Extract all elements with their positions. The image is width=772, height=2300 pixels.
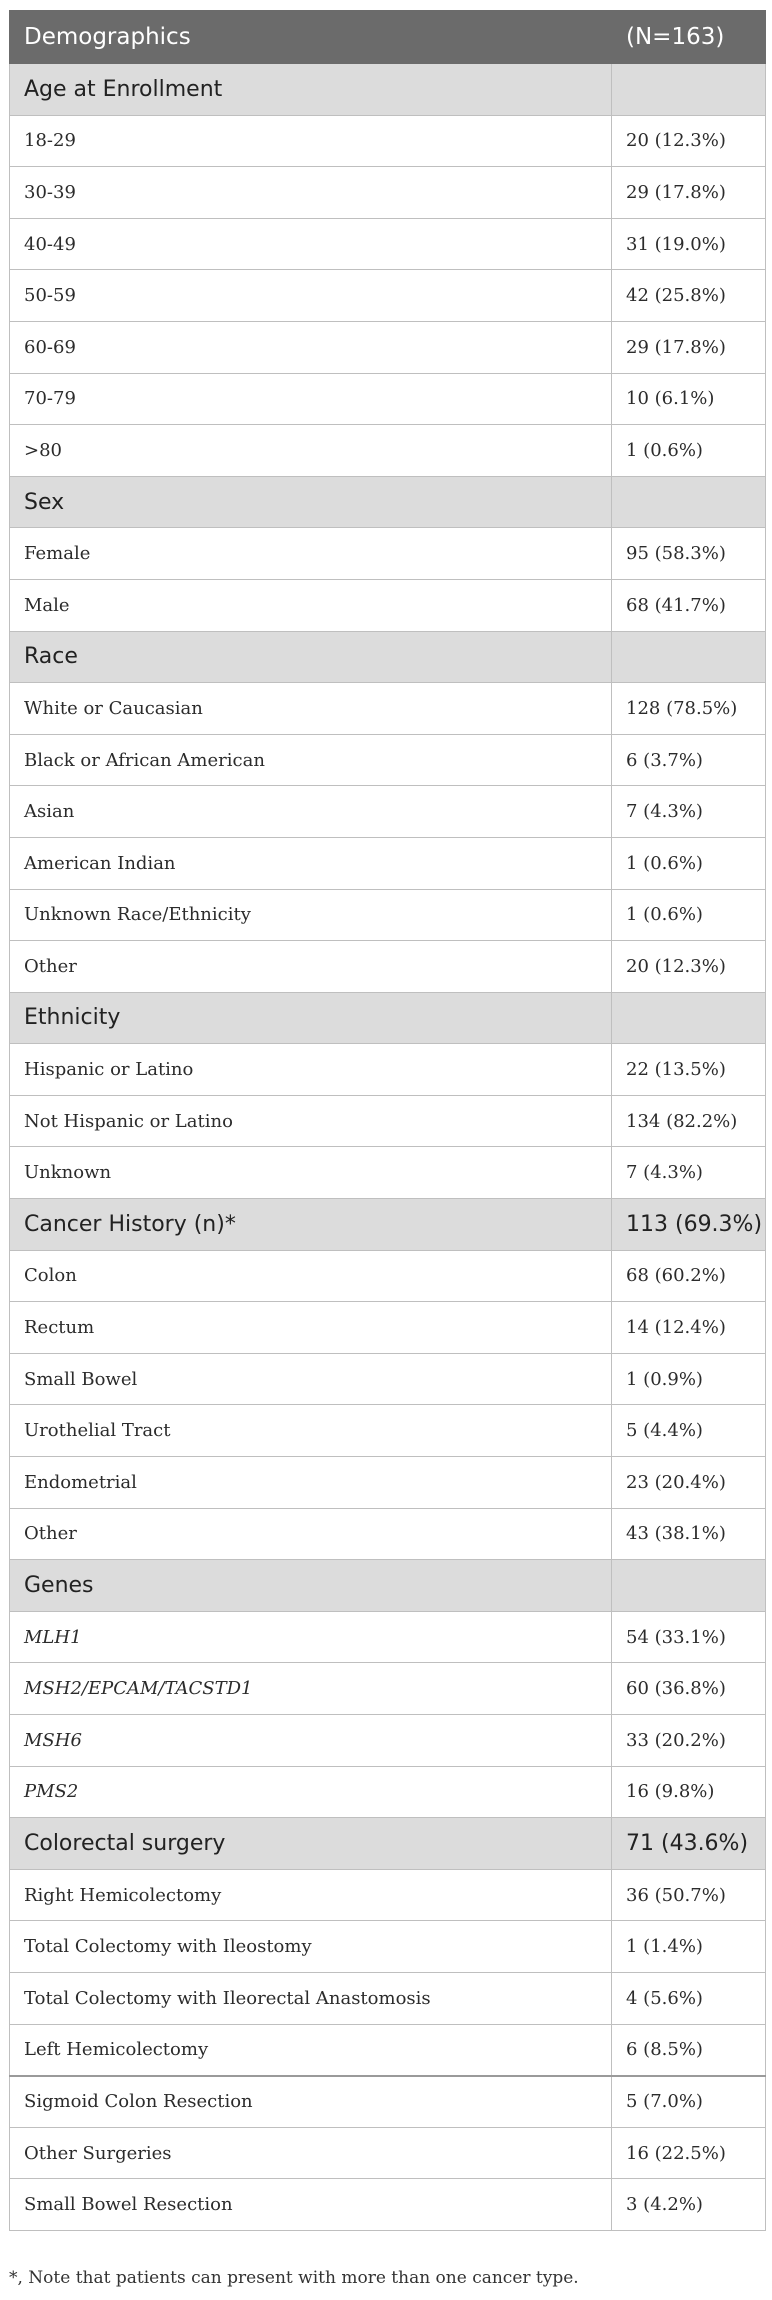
row-label: Unknown: [10, 1147, 612, 1199]
section-value: 113 (69.3%): [612, 1199, 766, 1251]
row-value: 54 (33.1%): [612, 1611, 766, 1663]
section-row: [10, 992, 766, 1044]
header-demographics: Demographics: [10, 11, 612, 64]
row-value: 33 (20.2%): [612, 1715, 766, 1767]
row-label: 60-69: [10, 321, 612, 373]
row-value: 42 (25.8%): [612, 270, 766, 322]
table-row: [10, 734, 766, 786]
row-value: 1 (0.6%): [612, 837, 766, 889]
row-label: Small Bowel Resection: [10, 2179, 612, 2231]
row-label: Total Colectomy with Ileostomy: [10, 1921, 612, 1973]
row-label: PMS2: [10, 1766, 612, 1818]
table-footnote: *, Note that patients can present with more than one cancer type.: [9, 2268, 579, 2288]
row-label: Left Hemicolectomy: [10, 2024, 612, 2076]
row-label: Female: [10, 528, 612, 580]
row-value: 68 (41.7%): [612, 579, 766, 631]
row-label: Small Bowel: [10, 1353, 612, 1405]
row-label: Total Colectomy with Ileorectal Anastomosis: [10, 1972, 612, 2024]
table-row: [10, 1508, 766, 1560]
section-value: [612, 1560, 766, 1612]
row-value: 16 (22.5%): [612, 2127, 766, 2179]
row-value: 20 (12.3%): [612, 941, 766, 993]
row-value: 4 (5.6%): [612, 1972, 766, 2024]
section-value: 71 (43.6%): [612, 1818, 766, 1870]
table-row: [10, 1611, 766, 1663]
section-label: Cancer History (n)*: [10, 1199, 612, 1251]
row-value: 6 (3.7%): [612, 734, 766, 786]
table-row: [10, 1353, 766, 1405]
row-value: 7 (4.3%): [612, 1147, 766, 1199]
row-value: 3 (4.2%): [612, 2179, 766, 2231]
section-label: Age at Enrollment: [10, 64, 612, 116]
row-value: 22 (13.5%): [612, 1044, 766, 1096]
section-value: [612, 631, 766, 683]
row-value: 1 (0.9%): [612, 1353, 766, 1405]
row-value: 29 (17.8%): [612, 167, 766, 219]
table-row: [10, 1972, 766, 2024]
row-value: 14 (12.4%): [612, 1302, 766, 1354]
section-value: [612, 476, 766, 528]
section-row: [10, 1818, 766, 1870]
table-row: [10, 2179, 766, 2231]
row-value: 7 (4.3%): [612, 786, 766, 838]
row-label: Endometrial: [10, 1457, 612, 1509]
table-body: [10, 64, 766, 2231]
table-row: [10, 1405, 766, 1457]
table-row: [10, 425, 766, 477]
table-row: [10, 373, 766, 425]
row-value: 95 (58.3%): [612, 528, 766, 580]
table-row: [10, 218, 766, 270]
section-label: Sex: [10, 476, 612, 528]
table-row: [10, 1715, 766, 1767]
row-value: 6 (8.5%): [612, 2024, 766, 2076]
section-label: Genes: [10, 1560, 612, 1612]
table-row: [10, 579, 766, 631]
row-label: Asian: [10, 786, 612, 838]
row-label: 30-39: [10, 167, 612, 219]
section-label: Colorectal surgery: [10, 1818, 612, 1870]
row-value: 1 (0.6%): [612, 425, 766, 477]
demographics-table-container: [9, 10, 765, 2231]
row-value: 10 (6.1%): [612, 373, 766, 425]
row-value: 29 (17.8%): [612, 321, 766, 373]
row-label: Other: [10, 941, 612, 993]
table-row: [10, 1302, 766, 1354]
row-label: >80: [10, 425, 612, 477]
row-value: 16 (9.8%): [612, 1766, 766, 1818]
table-row: [10, 115, 766, 167]
table-header-row: [10, 11, 766, 64]
row-label: 18-29: [10, 115, 612, 167]
row-label: Not Hispanic or Latino: [10, 1095, 612, 1147]
table-row: [10, 837, 766, 889]
table-row: [10, 2076, 766, 2128]
table-row: [10, 786, 766, 838]
row-label: American Indian: [10, 837, 612, 889]
row-label: Colon: [10, 1250, 612, 1302]
demographics-table: [9, 10, 766, 2231]
section-value: [612, 992, 766, 1044]
row-value: 128 (78.5%): [612, 683, 766, 735]
table-row: [10, 1095, 766, 1147]
table-row: [10, 1663, 766, 1715]
row-label: MSH6: [10, 1715, 612, 1767]
table-row: [10, 1044, 766, 1096]
row-label: 70-79: [10, 373, 612, 425]
table-row: [10, 321, 766, 373]
row-label: Sigmoid Colon Resection: [10, 2076, 612, 2128]
table-row: [10, 1147, 766, 1199]
row-label: Hispanic or Latino: [10, 1044, 612, 1096]
row-value: 31 (19.0%): [612, 218, 766, 270]
table-row: [10, 528, 766, 580]
table-row: [10, 1766, 766, 1818]
row-value: 1 (0.6%): [612, 889, 766, 941]
row-label: MLH1: [10, 1611, 612, 1663]
row-label: 50-59: [10, 270, 612, 322]
row-value: 1 (1.4%): [612, 1921, 766, 1973]
table-row: [10, 683, 766, 735]
table-row: [10, 2024, 766, 2076]
row-label: Rectum: [10, 1302, 612, 1354]
table-row: [10, 270, 766, 322]
row-label: Unknown Race/Ethnicity: [10, 889, 612, 941]
header-count: (N=163): [612, 11, 766, 64]
section-label: Race: [10, 631, 612, 683]
section-label: Ethnicity: [10, 992, 612, 1044]
section-row: [10, 1199, 766, 1251]
section-row: [10, 64, 766, 116]
row-value: 60 (36.8%): [612, 1663, 766, 1715]
row-value: 5 (7.0%): [612, 2076, 766, 2128]
table-row: [10, 889, 766, 941]
row-label: 40-49: [10, 218, 612, 270]
row-label: Other Surgeries: [10, 2127, 612, 2179]
section-row: [10, 1560, 766, 1612]
row-label: Other: [10, 1508, 612, 1560]
table-row: [10, 1869, 766, 1921]
table-row: [10, 1457, 766, 1509]
table-row: [10, 1250, 766, 1302]
row-label: MSH2/EPCAM/TACSTD1: [10, 1663, 612, 1715]
section-row: [10, 631, 766, 683]
row-label: Male: [10, 579, 612, 631]
row-label: Black or African American: [10, 734, 612, 786]
table-row: [10, 2127, 766, 2179]
row-value: 23 (20.4%): [612, 1457, 766, 1509]
row-value: 68 (60.2%): [612, 1250, 766, 1302]
table-row: [10, 941, 766, 993]
row-value: 43 (38.1%): [612, 1508, 766, 1560]
row-label: Urothelial Tract: [10, 1405, 612, 1457]
row-value: 5 (4.4%): [612, 1405, 766, 1457]
section-value: [612, 64, 766, 116]
row-label: White or Caucasian: [10, 683, 612, 735]
row-value: 134 (82.2%): [612, 1095, 766, 1147]
row-value: 36 (50.7%): [612, 1869, 766, 1921]
table-row: [10, 1921, 766, 1973]
row-value: 20 (12.3%): [612, 115, 766, 167]
row-label: Right Hemicolectomy: [10, 1869, 612, 1921]
table-row: [10, 167, 766, 219]
section-row: [10, 476, 766, 528]
